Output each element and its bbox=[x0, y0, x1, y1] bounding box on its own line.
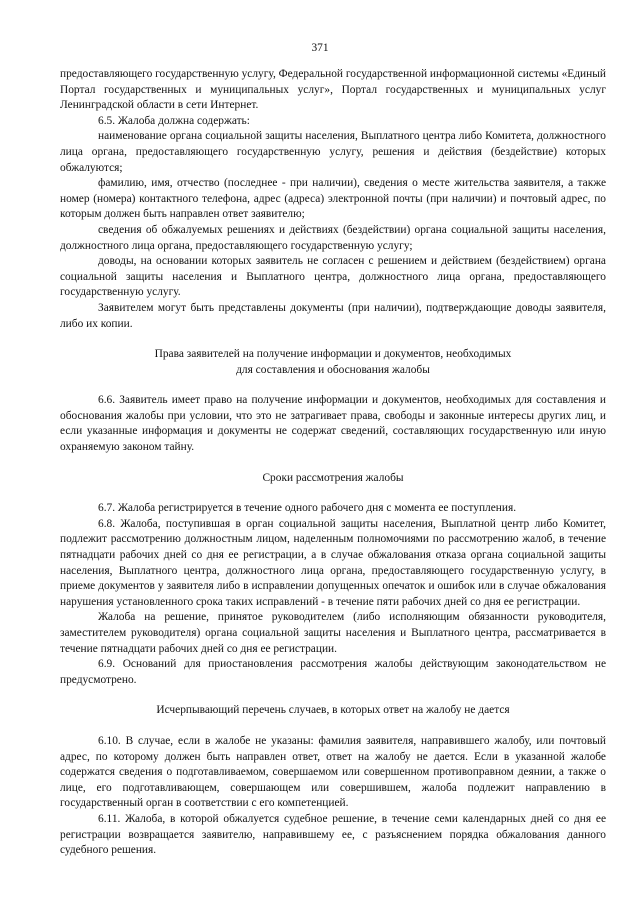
paragraph: предоставляющего государственную услугу, Федеральной государственной информационной системы «Единый Портал государственных и муниципальных услуг», Портал государственных и муниципальных услуг Ленинградской области в сети Интернет. bbox=[60, 68, 606, 112]
document-body bbox=[60, 67, 606, 859]
paragraph: 6.8. Жалоба, поступившая в орган социальной защиты населения, Выплатной центр либо Комитет, подлежит рассмотрению должностным лицом, наделенным полномочиями по рассмотрению жалоб, в течение пятнадцати рабочих дней со дня ее регистрации, а в случае обжалования отказа органа социальной защиты населения, Выплатного центра, должностного лица органа, предоставляющего государственную услугу, в приеме документов у заявителя либо в исправлении допущенных опечаток и ошибок или в случае обжалования нарушения установленного срока таких исправлений - в течение пяти рабочих дней со дня ее регистрации. bbox=[60, 517, 606, 608]
paragraph: наименование органа социальной защиты населения, Выплатного центра либо Комитета, должностного лица органа, предоставляющего государственную услугу, решения и действия (бездействие) которых обжалуются; bbox=[60, 130, 606, 174]
paragraph: сведения об обжалуемых решениях и действиях (бездействии) органа социальной защиты населения, должностного лица органа, предоставляющего государственную услугу; bbox=[60, 223, 606, 252]
paragraph: доводы, на основании которых заявитель не согласен с решением и действием (бездействием) органа социальной защиты населения и Выплатного центра, должностного лица органа, предоставляющего государственную услугу. bbox=[60, 255, 606, 299]
section-heading-line: для составления и обоснования жалобы bbox=[236, 363, 430, 376]
paragraph: 6.6. Заявитель имеет право на получение информации и документов, необходимых для составления и обоснования жалобы при условии, что это не затрагивает права, свободы и законные интересы других лиц, и если указанные информация и документы не содержат сведений, составляющих государственную или иную охраняемую законом тайну. bbox=[60, 394, 606, 454]
page-number: 371 bbox=[311, 42, 329, 54]
paragraph: 6.7. Жалоба регистрируется в течение одного рабочего дня с момента ее поступления. bbox=[98, 502, 517, 515]
section-heading: Сроки рассмотрения жалобы bbox=[262, 471, 404, 484]
paragraph: фамилию, имя, отчество (последнее - при наличии), сведения о месте жительства заявителя, а также номер (номера) контактного телефона, адрес (адреса) электронной почты (при наличии) и почтовый адрес, по которым должен быть направлен ответ заявителю; bbox=[60, 177, 606, 221]
paragraph: 6.11. Жалоба, в которой обжалуется судебное решение, в течение семи календарных дней со дня ее регистрации возвращается заявителю, направившему ее, с разъяснением порядка обжалования данного судебного решения. bbox=[60, 812, 606, 857]
paragraph: 6.9. Оснований для приостановления рассмотрения жалобы действующим законодательством не предусмотрено. bbox=[60, 658, 606, 686]
paragraph: Заявителем могут быть представлены документы (при наличии), подтверждающие доводы заявителя, либо их копии. bbox=[60, 301, 606, 330]
paragraph: Жалоба на решение, принятое руководителем (либо исполняющим обязанности руководителя, заместителем руководителя) органа социальной защиты населения и Выплатного центра, рассматривается в течение пятнадцати рабочих дней со дня ее регистрации. bbox=[60, 611, 606, 655]
paragraph: 6.10. В случае, если в жалобе не указаны: фамилия заявителя, направившего жалобу, или почтовый адрес, по которому должен быть направлен ответ, ответ на жалобу не дается. Если в указанной жалобе содержатся сведения о подготавливаемом, совершаемом или совершенном противоправном деянии, а также о лице, его подготавливающем, совершающем или совершившем, жалоба подлежит направлению в государственный орган в соответствии с его компетенцией. bbox=[60, 734, 606, 810]
paragraph: 6.5. Жалоба должна содержать: bbox=[98, 114, 250, 127]
section-heading-line: Права заявителей на получение информации и документов, необходимых bbox=[154, 348, 512, 361]
section-heading: Исчерпывающий перечень случаев, в которых ответ на жалобу не дается bbox=[156, 704, 510, 717]
